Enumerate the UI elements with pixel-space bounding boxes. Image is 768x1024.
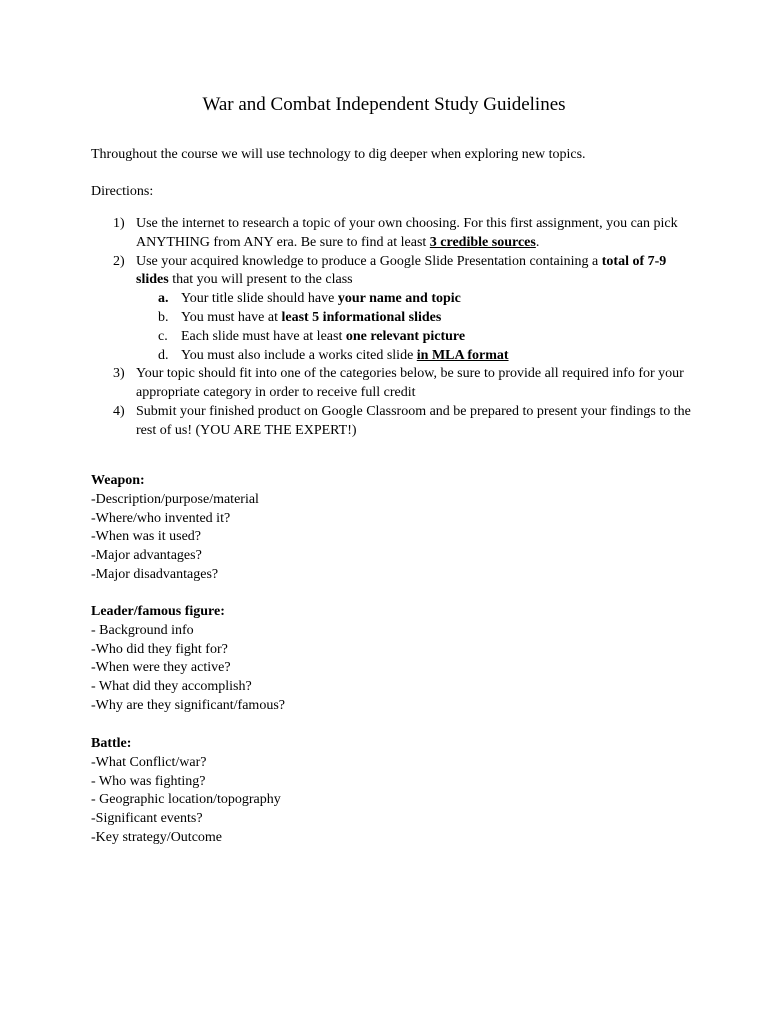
section-item: -Major advantages? [91, 548, 202, 564]
section-item: - Geographic location/topography [91, 792, 281, 808]
sub-list-item [91, 347, 691, 366]
section-item: -Description/purpose/material [91, 491, 259, 507]
sub-letter: c. [158, 328, 168, 344]
sub-list-item [91, 328, 691, 347]
sub-letter: b. [158, 309, 169, 325]
step-text-end: . [535, 234, 540, 250]
list-item [91, 253, 691, 291]
sub-list-item [91, 309, 691, 328]
step-text: Use your acquired knowledge to produce a Google Slide Presentation containing a [136, 253, 602, 269]
sub-emphasis: your name and topic [337, 291, 461, 307]
sub-text: Each slide must have at least [181, 328, 346, 344]
directions-label: Directions: [91, 184, 154, 199]
sub-text: You must also include a works cited slide [181, 347, 417, 363]
mla-format-emphasis: in MLA format [416, 347, 509, 363]
step-text: Use the internet to research a topic of your own choosing. For this first assignment, you can pick ANYTHING from ANY era. Be sure to find at least [136, 216, 678, 250]
battle-section [91, 735, 491, 848]
sub-text: Your title slide should have [181, 291, 338, 307]
sub-list-item [91, 290, 691, 309]
section-heading: Leader/famous figure: [91, 604, 225, 619]
step-text-end: that you will present to the class [168, 272, 353, 288]
intro-paragraph: Throughout the course we will use technology to dig deeper when exploring new topics. [91, 147, 586, 162]
sub-emphasis: least 5 informational slides [281, 309, 442, 325]
document-title: War and Combat Independent Study Guidelines [202, 94, 566, 115]
section-item: - Background info [91, 622, 194, 638]
sub-letter: d. [158, 347, 169, 363]
list-item [91, 403, 691, 441]
sub-letter: a. [158, 291, 169, 307]
section-item: -Who did they fight for? [91, 641, 228, 657]
list-number: 4) [113, 403, 125, 419]
section-item: - Who was fighting? [91, 773, 206, 789]
directions-list [91, 215, 691, 441]
section-item: -When were they active? [91, 660, 231, 676]
step-text: Submit your finished product on Google Classroom and be prepared to present your findings to the rest of us! (YOU ARE THE EXPERT!) [136, 403, 691, 438]
sub-emphasis: one relevant picture [345, 328, 466, 344]
list-number: 1) [113, 216, 125, 231]
weapon-section [91, 472, 491, 585]
section-item: -Key strategy/Outcome [91, 829, 223, 845]
section-item: -Significant events? [91, 811, 203, 827]
slide-count-emphasis: total of 7-9 slides [136, 253, 667, 288]
section-item: -Where/who invented it? [91, 510, 231, 526]
section-item: -When was it used? [91, 529, 202, 545]
credible-sources-emphasis: 3 credible sources [429, 234, 536, 250]
list-item [91, 215, 691, 253]
list-item [91, 365, 691, 403]
list-number: 2) [113, 253, 125, 269]
section-item: -What Conflict/war? [91, 754, 207, 770]
list-number: 3) [113, 366, 125, 382]
section-item: -Why are they significant/famous? [91, 697, 285, 713]
step-text: Your topic should fit into one of the categories below, be sure to provide all required info for your appropriate category in order to receive full credit [136, 366, 684, 401]
section-item: - What did they accomplish? [91, 679, 252, 695]
section-item: -Major disadvantages? [91, 566, 219, 582]
leader-section [91, 603, 491, 716]
sub-text: You must have at [181, 309, 282, 325]
section-heading: Weapon: [91, 473, 145, 488]
section-heading: Battle: [91, 736, 132, 751]
